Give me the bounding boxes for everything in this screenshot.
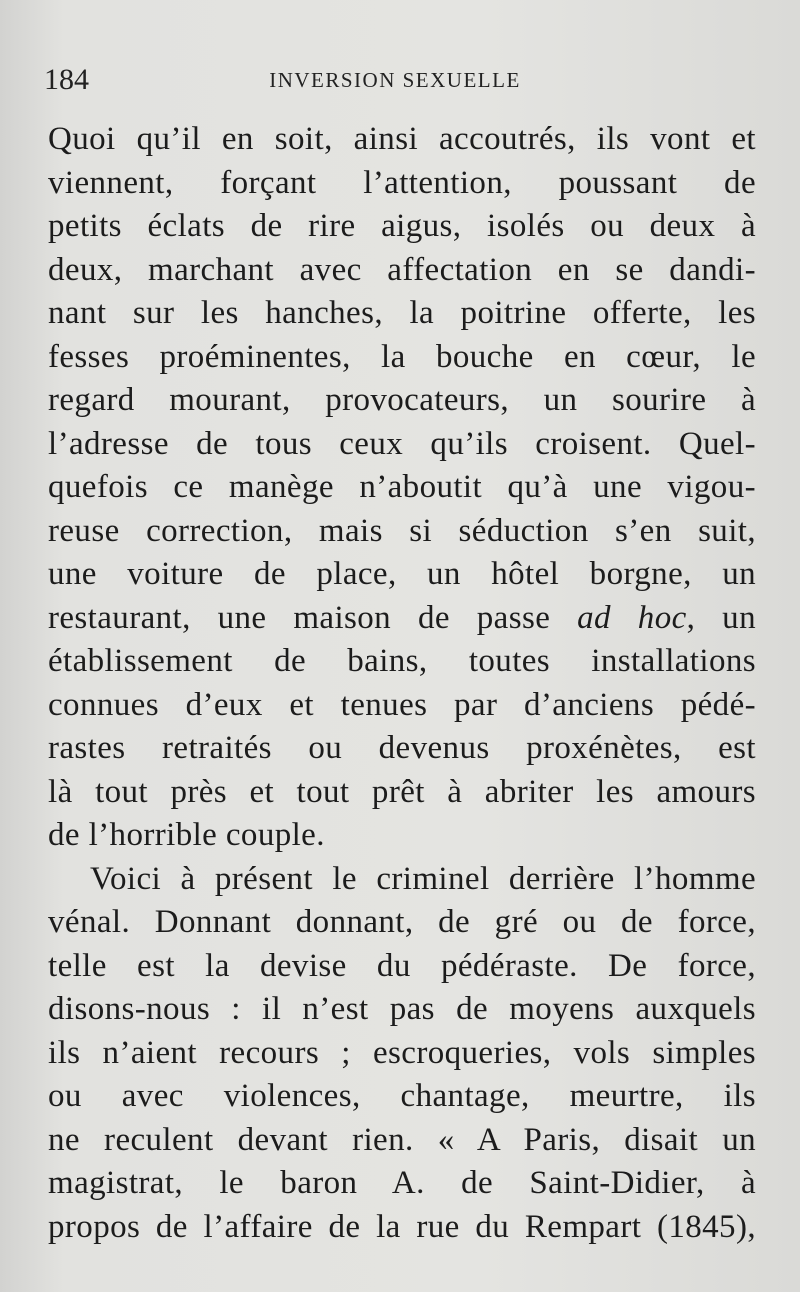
text-line (48, 597, 756, 641)
text-segment: , un (686, 599, 756, 636)
text-line: reuse correction, mais si séduction s’en suit, (48, 512, 756, 549)
text-line: vénal. Donnant donnant, de gré ou de force, (48, 904, 756, 940)
text-line: l’adresse de tous ceux qu’ils croisent. Quel- (48, 425, 756, 462)
page-number: 184 (44, 63, 89, 96)
text-line: établissement de bains, toutes installations (48, 643, 756, 679)
paragraph-2 (48, 858, 756, 1250)
text-line: viennent, forçant l’attention, poussant de (48, 164, 756, 201)
text-line: quefois ce manège n’aboutit qu’à une vigou- (48, 469, 756, 505)
running-head (0, 60, 800, 100)
text-line: fesses proéminentes, la bouche en cœur, le (48, 338, 756, 375)
text-line: Quoi qu’il en soit, ainsi accoutrés, ils vont et (48, 121, 756, 157)
paragraph-1 (48, 118, 756, 858)
italic-phrase: ad hoc (577, 599, 687, 636)
text-line: deux, marchant avec affectation en se dandi- (48, 251, 756, 288)
text-line: de l’horrible couple. (48, 817, 325, 853)
text-line: ils n’aient recours ; escroqueries, vols simples (48, 1034, 756, 1071)
body-text (48, 118, 756, 1249)
text-line: magistrat, le baron A. de Saint-Didier, à (48, 1165, 756, 1201)
text-line: une voiture de place, un hôtel borgne, un (48, 556, 756, 592)
text-line: regard mourant, provocateurs, un sourire à (48, 382, 756, 418)
text-line: disons-nous : il n’est pas de moyens auxquels (48, 991, 756, 1027)
text-line: propos de l’affaire de la rue du Rempart (1845), (48, 1208, 756, 1245)
text-line: petits éclats de rire aigus, isolés ou deux à (48, 208, 756, 244)
text-segment: restaurant, une maison de passe (48, 599, 551, 636)
text-line: telle est la devise du pédéraste. De force, (48, 947, 756, 984)
running-title: INVERSION SEXUELLE (269, 68, 521, 92)
text-line: là tout près et tout prêt à abriter les amours (48, 773, 756, 810)
text-line: rastes retraités ou devenus proxénètes, est (48, 730, 756, 766)
text-line: ou avec violences, chantage, meurtre, ils (48, 1078, 756, 1114)
text-line: Voici à présent le criminel derrière l’homme (90, 860, 756, 897)
text-line: connues d’eux et tenues par d’anciens pédé- (48, 686, 756, 723)
text-line: ne reculent devant rien. « A Paris, disait un (48, 1121, 756, 1158)
text-line: nant sur les hanches, la poitrine offerte, les (48, 295, 756, 331)
